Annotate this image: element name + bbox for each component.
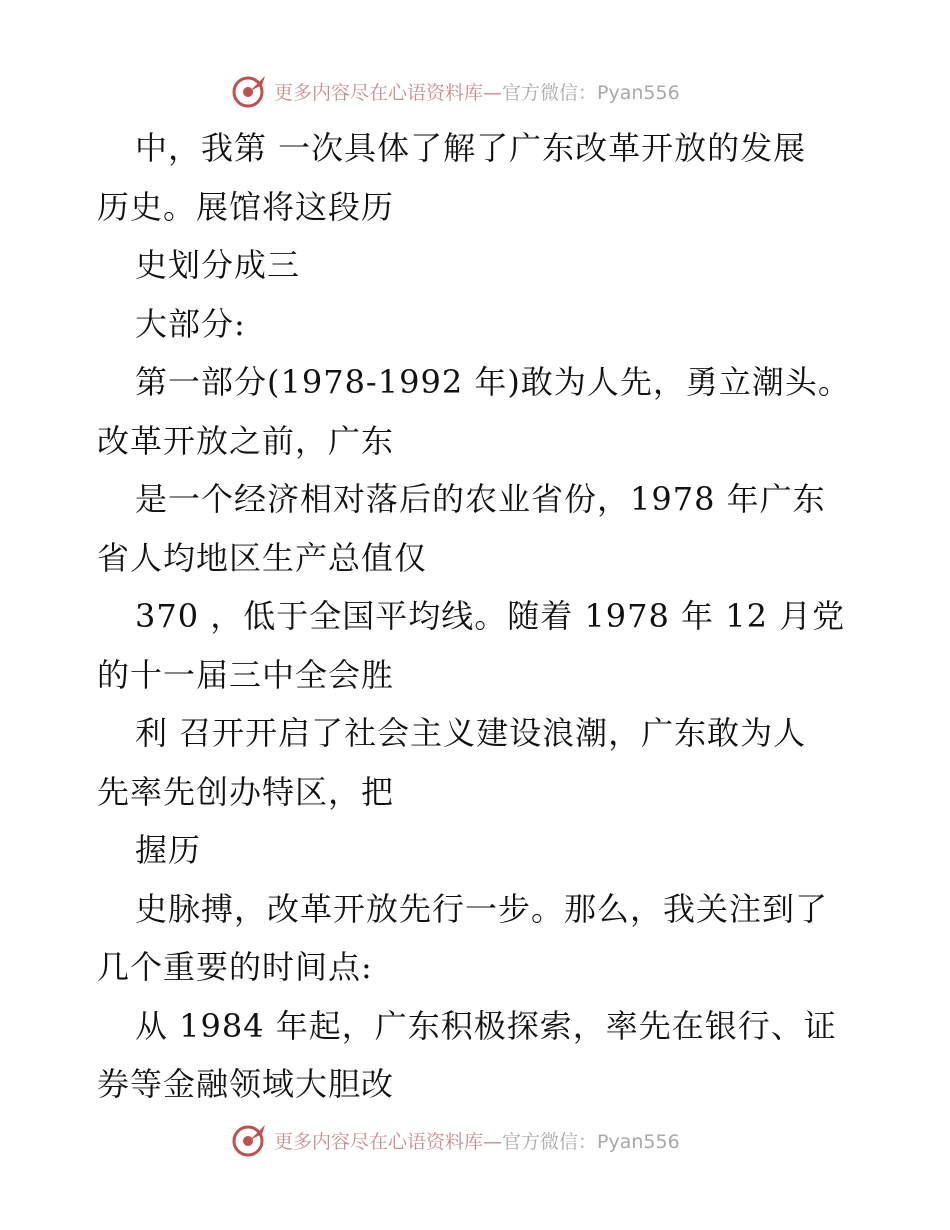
text-line: 中，我第 一次具体了解了广东改革开放的发展	[135, 129, 807, 167]
watermark-wechat-id: Pyan556	[597, 1130, 680, 1153]
header-watermark	[232, 71, 680, 111]
text-line: 是一个经济相对落后的农业省份，1978 年广东	[135, 480, 826, 518]
text-line: 先率先创办特区，把	[97, 772, 395, 811]
document-body	[97, 119, 857, 1114]
text-line: 史划分成三	[135, 246, 301, 284]
text-line: 历史。展馆将这段历	[97, 187, 395, 226]
quill-logo-icon	[232, 1122, 268, 1158]
text-line: 从 1984 年起，广东积极探索，率先在银行、证	[135, 1006, 837, 1045]
text-line: 370 ，低于全国平均线。随着 1978 年 12 月党	[135, 597, 846, 635]
text-line: 大部分:	[135, 304, 246, 343]
watermark-site-text: 更多内容尽在心语资料库	[274, 81, 484, 104]
text-line: 省人均地区生产总值仅	[97, 538, 428, 577]
text-line: 改革开放之前，广东	[97, 421, 395, 460]
text-line: 第一部分(1978-1992 年)敢为人先，勇立潮头。	[135, 363, 851, 401]
watermark-text	[274, 1127, 680, 1154]
watermark-separator: —	[483, 81, 503, 104]
text-line: 利 召开开启了社会主义建设浪潮，广东敢为人	[135, 714, 807, 752]
text-line: 握历	[135, 831, 202, 869]
quill-logo-icon	[232, 73, 268, 109]
text-line: 券等金融领域大胆改	[97, 1065, 395, 1103]
watermark-separator: —	[483, 1130, 503, 1153]
watermark-site-text: 更多内容尽在心语资料库	[274, 1130, 484, 1153]
footer-watermark	[232, 1120, 680, 1160]
text-line: 几个重要的时间点:	[97, 948, 373, 986]
text-line: 的十一届三中全会胜	[97, 655, 395, 694]
watermark-wechat-label: 官方微信：	[502, 81, 598, 104]
watermark-wechat-id: Pyan556	[597, 81, 680, 104]
watermark-wechat-label: 官方微信：	[502, 1130, 598, 1153]
text-line: 史脉搏，改革开放先行一步。那么，我关注到了	[135, 889, 829, 928]
watermark-text	[274, 78, 680, 105]
